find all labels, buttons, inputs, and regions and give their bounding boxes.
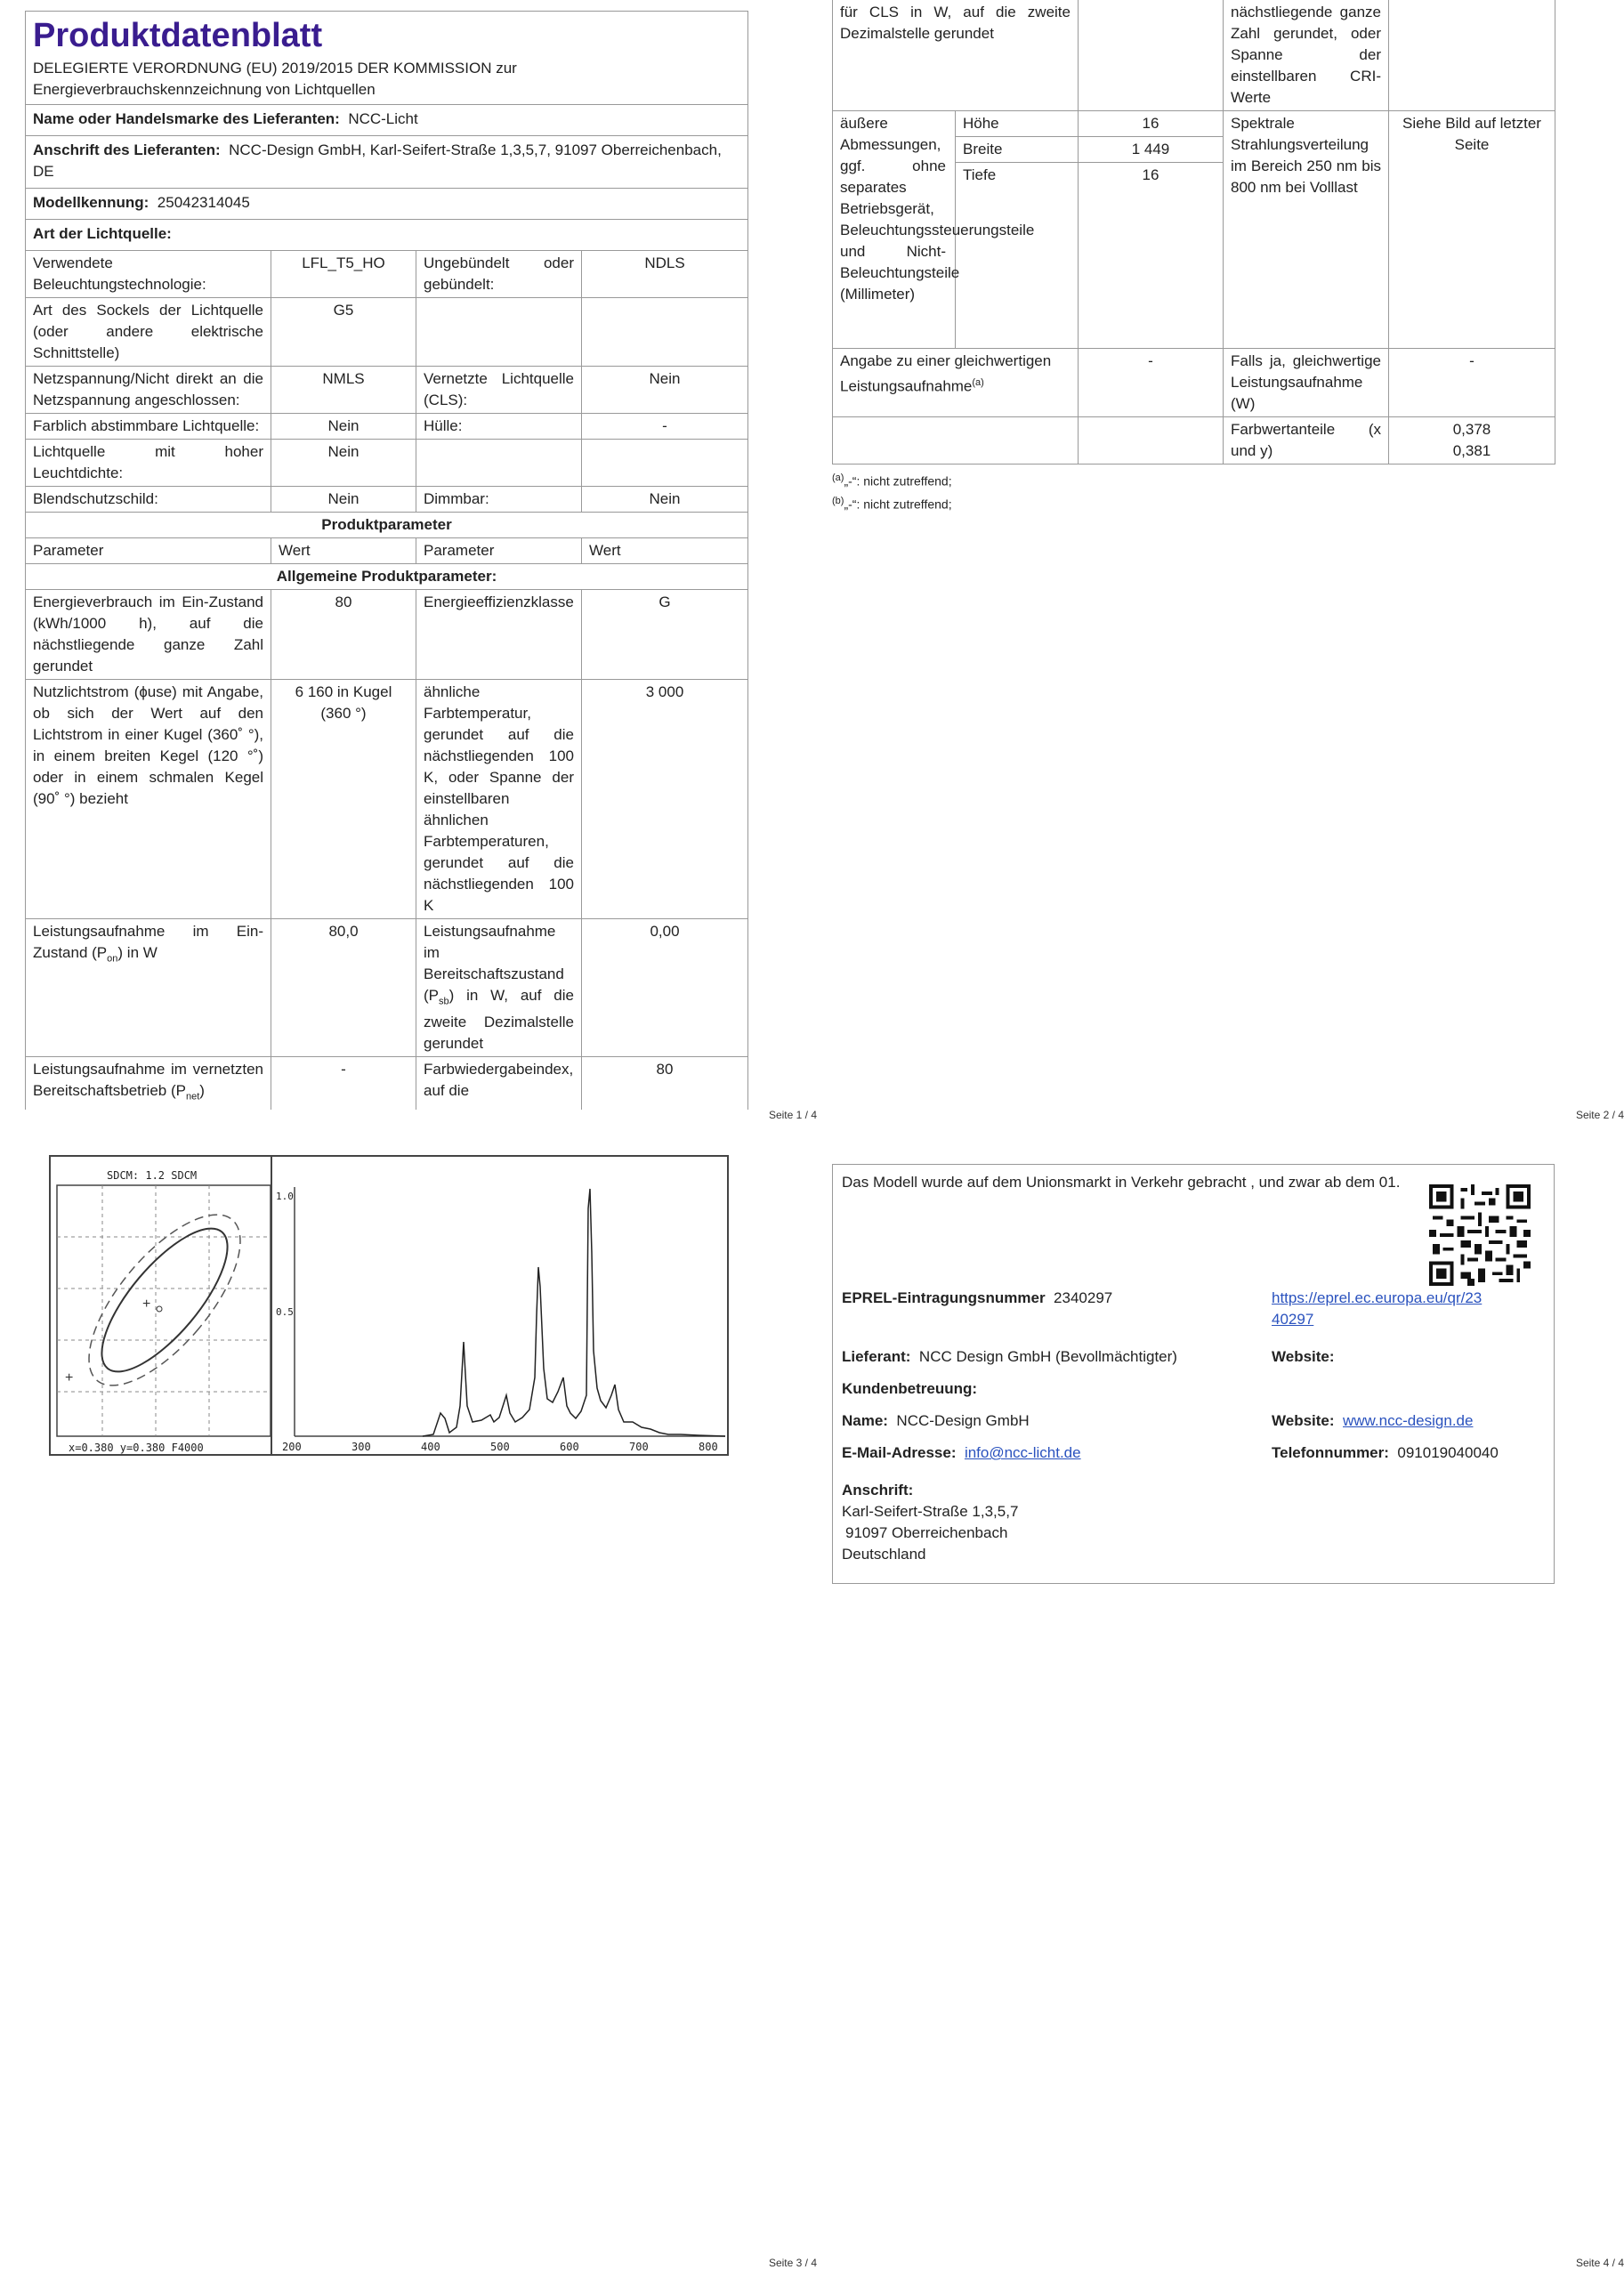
table-row bbox=[833, 349, 1555, 417]
datasheet-table-1 bbox=[25, 11, 748, 1110]
row-label: Ungebündelt oder gebündelt: bbox=[416, 251, 582, 298]
row-value: Nein bbox=[271, 487, 416, 513]
page-number: Seite 3 / 4 bbox=[768, 2257, 817, 2269]
address-label: Anschrift: bbox=[842, 1482, 914, 1498]
luminous-flux-label: Nutzlichtstrom (ɸuse) mit Angabe, ob sich der Wert auf den Lichtstrom in einer Kugel (360˚ °), in einem breiten Kegel (120 °˚) oder in einem schmalen Kegel (90˚ °) bezieht bbox=[26, 680, 271, 919]
table-row bbox=[26, 298, 748, 367]
equivalent-power-label bbox=[833, 349, 1079, 417]
x-tick-label: 200 bbox=[282, 1441, 302, 1453]
energy-consumption-value: 80 bbox=[271, 590, 416, 680]
row-value: Nein bbox=[271, 414, 416, 440]
width-label: Breite bbox=[956, 137, 1079, 163]
spectral-distribution-figure bbox=[49, 1155, 729, 1456]
footnote-a bbox=[832, 468, 1624, 491]
power-net-label-unit: ) bbox=[199, 1082, 205, 1100]
footnote-ref-a: (a) bbox=[972, 377, 984, 388]
col-header-wert: Wert bbox=[271, 538, 416, 564]
supplier-info-box bbox=[832, 1164, 1555, 1584]
row-value: G5 bbox=[271, 298, 416, 367]
table-row bbox=[26, 919, 748, 1057]
row-label: Dimmbar: bbox=[416, 487, 582, 513]
market-date-text: Das Modell wurde auf dem Unionsmarkt in Verkehr gebracht , und zwar ab dem 01. bbox=[842, 1174, 1401, 1191]
chromaticity-x: 0,378 bbox=[1452, 421, 1491, 438]
page-4 bbox=[832, 1148, 1624, 2269]
row-label: Farblich abstimmbare Lichtquelle: bbox=[26, 414, 271, 440]
page-2 bbox=[832, 0, 1624, 1121]
luminous-flux-value: 6 160 in Kugel (360 °) bbox=[271, 680, 416, 919]
col-header-parameter: Parameter bbox=[26, 538, 271, 564]
figure-frame bbox=[50, 1156, 728, 1455]
spectral-distribution-label: Spektrale Strahlungsverteilung im Bereich 250 nm bis 800 nm bei Volllast bbox=[1224, 111, 1389, 349]
color-temperature-label: ähnliche Farbtemperatur, gerundet auf die nächstliegenden 100 K, oder Spanne der einstellbaren ähnlichen Farbtemperaturen, gerundet auf die nächstliegenden 100 K bbox=[416, 680, 582, 919]
sdcm-label: SDCM: 1.2 SDCM bbox=[107, 1169, 198, 1182]
energy-consumption-label: Energieverbrauch im Ein-Zustand (kWh/1000 h), auf die nächstliegende ganze Zahl gerundet bbox=[26, 590, 271, 680]
model-label: Modellkennung: bbox=[33, 194, 149, 211]
power-net-value: - bbox=[271, 1057, 416, 1110]
energy-class-label: Energieeffizienzklasse bbox=[416, 590, 582, 680]
row-label: Netzspannung/Nicht direkt an die Netzspannung angeschlossen: bbox=[26, 367, 271, 414]
equivalent-power-w-value: - bbox=[1389, 349, 1555, 417]
address-line-3: Deutschland bbox=[842, 1546, 926, 1563]
depth-value: 16 bbox=[1079, 163, 1224, 349]
page-number: Seite 1 / 4 bbox=[768, 1109, 817, 1121]
row-label bbox=[416, 298, 582, 367]
power-on-label-text: Leistungsaufnahme im Ein-Zustand (P bbox=[33, 923, 263, 961]
edge-marker: + bbox=[65, 1370, 74, 1385]
cri-label-cont: nächstliegende ganze Zahl gerundet, oder Spanne der einstellbaren CRI-Werte bbox=[1224, 0, 1389, 111]
cri-label: Farbwiedergabeindex, auf die bbox=[416, 1057, 582, 1110]
footnote-a-text: „-“: nicht zutreffend; bbox=[844, 473, 952, 489]
spectral-distribution-value: Siehe Bild auf letzter Seite bbox=[1389, 111, 1555, 349]
color-temperature-value: 3 000 bbox=[582, 680, 748, 919]
row-value: Nein bbox=[271, 440, 416, 487]
name-row bbox=[842, 1410, 1030, 1432]
y-tick-label: 1.0 bbox=[276, 1191, 294, 1202]
row-label bbox=[416, 440, 582, 487]
row-label: Vernetzte Lichtquelle (CLS): bbox=[416, 367, 582, 414]
page-1 bbox=[25, 0, 817, 1121]
width-value: 1 449 bbox=[1079, 137, 1224, 163]
power-standby-label-unit: ) in W, auf die zweite Dezimalstelle gerundet bbox=[424, 987, 574, 1053]
x-tick-label: 700 bbox=[629, 1441, 649, 1453]
table-row bbox=[26, 414, 748, 440]
email-label: E-Mail-Adresse: bbox=[842, 1444, 957, 1461]
footnote-b-marker: (b) bbox=[832, 495, 844, 506]
depth-label: Tiefe bbox=[956, 163, 1079, 349]
address-line-2: 91097 Oberreichenbach bbox=[845, 1524, 1008, 1541]
address-label: Anschrift des Lieferanten: bbox=[33, 141, 221, 158]
power-standby-value: 0,00 bbox=[582, 919, 748, 1057]
phone-value: 091019040040 bbox=[1397, 1444, 1499, 1461]
table-row bbox=[833, 111, 1555, 137]
table-row bbox=[26, 680, 748, 919]
row-label: Lichtquelle mit hoher Leuchtdichte: bbox=[26, 440, 271, 487]
website-row bbox=[1272, 1410, 1473, 1432]
document-title: Produktdatenblatt bbox=[33, 17, 323, 54]
table-row bbox=[833, 0, 1555, 111]
equivalent-power-value: - bbox=[1079, 349, 1224, 417]
chromaticity-label: Farbwertanteile (x und y) bbox=[1224, 417, 1389, 464]
energy-class-value: G bbox=[582, 590, 748, 680]
center-marker: + bbox=[142, 1297, 151, 1312]
dimensions-label: äußere Abmessungen, ggf. ohne separates Betriebsgerät, Beleuchtungssteuerungsteile und Nicht-Beleuchtungsteile (Millimeter) bbox=[833, 111, 956, 349]
height-value: 16 bbox=[1079, 111, 1224, 137]
chromaticity-y: 0,381 bbox=[1452, 442, 1491, 459]
row-label: Hülle: bbox=[416, 414, 582, 440]
power-net-label bbox=[26, 1057, 271, 1110]
power-net-subscript: net bbox=[185, 1091, 200, 1103]
datasheet-table-2 bbox=[832, 0, 1555, 464]
website-link[interactable]: www.ncc-design.de bbox=[1343, 1412, 1474, 1429]
supplier-value: NCC Design GmbH (Bevollmächtigter) bbox=[918, 1348, 1177, 1365]
row-value: - bbox=[582, 414, 748, 440]
row-label: Art des Sockels der Lichtquelle (oder andere elektrische Schnittstelle) bbox=[26, 298, 271, 367]
col-header-parameter-2: Parameter bbox=[416, 538, 582, 564]
empty-cell bbox=[833, 417, 1079, 464]
power-standby-label-text: Leistungsaufnahme im Bereitschaftszustand (P bbox=[424, 923, 564, 1004]
table-row bbox=[26, 487, 748, 513]
website-label: Website: bbox=[1272, 1348, 1335, 1365]
x-tick-label: 300 bbox=[351, 1441, 371, 1453]
power-net-label-text: Leistungsaufnahme im vernetzten Bereitschaftsbetrieb (P bbox=[33, 1061, 263, 1100]
phone-label: Telefonnummer: bbox=[1272, 1444, 1389, 1461]
cri-value-cont bbox=[1389, 0, 1555, 111]
eprel-value: 2340297 bbox=[1054, 1289, 1113, 1306]
row-value bbox=[582, 440, 748, 487]
chromaticity-value bbox=[1389, 417, 1555, 464]
eprel-link[interactable]: https://eprel.ec.europa.eu/qr/2340297 bbox=[1272, 1289, 1483, 1328]
row-label: Blendschutzschild: bbox=[26, 487, 271, 513]
cri-value: 80 bbox=[582, 1057, 748, 1110]
xy-readout: x=0.380 y=0.380 F4000 bbox=[69, 1442, 204, 1454]
power-on-label bbox=[26, 919, 271, 1057]
power-on-value: 80,0 bbox=[271, 919, 416, 1057]
col-header-wert-2: Wert bbox=[582, 538, 748, 564]
general-params-heading: Allgemeine Produktparameter: bbox=[26, 564, 748, 590]
power-on-subscript: on bbox=[107, 953, 118, 965]
row-value: Nein bbox=[582, 487, 748, 513]
website2-label: Website: bbox=[1272, 1412, 1335, 1429]
eprel-label: EPREL-Eintragungsnummer bbox=[842, 1289, 1046, 1306]
x-tick-label: 500 bbox=[490, 1441, 510, 1453]
height-label: Höhe bbox=[956, 111, 1079, 137]
power-on-label-unit: ) in W bbox=[117, 944, 158, 961]
table-row bbox=[26, 440, 748, 487]
supplier-label: Lieferant: bbox=[842, 1348, 911, 1365]
row-label: Verwendete Beleuchtungstechnologie: bbox=[26, 251, 271, 298]
row-value: Nein bbox=[582, 367, 748, 414]
table-row bbox=[26, 590, 748, 680]
supplier-row bbox=[842, 1346, 1177, 1368]
customer-care-heading: Kundenbetreuung: bbox=[842, 1380, 978, 1397]
row-value: LFL_T5_HO bbox=[271, 251, 416, 298]
empty-cell bbox=[1079, 417, 1224, 464]
qr-code-icon[interactable] bbox=[1429, 1184, 1531, 1286]
model-value: 25042314045 bbox=[157, 194, 250, 211]
product-params-heading: Produktparameter bbox=[26, 513, 748, 538]
cls-power-value-cont bbox=[1079, 0, 1224, 111]
email-row bbox=[842, 1442, 1081, 1464]
address-line-1: Karl-Seifert-Straße 1,3,5,7 bbox=[842, 1503, 1019, 1520]
page-number: Seite 4 / 4 bbox=[1575, 2257, 1624, 2269]
supplier-value: NCC-Licht bbox=[348, 110, 418, 127]
footnote-b bbox=[832, 491, 1624, 514]
table-row bbox=[26, 367, 748, 414]
x-tick-label: 400 bbox=[421, 1441, 440, 1453]
table-row bbox=[833, 417, 1555, 464]
supplier-label: Name oder Handelsmarke des Lieferanten: bbox=[33, 110, 340, 127]
light-source-type-heading: Art der Lichtquelle: bbox=[26, 220, 748, 251]
page-3 bbox=[25, 1148, 817, 2269]
power-standby-subscript: sb bbox=[439, 996, 449, 1007]
cls-power-label-cont: für CLS in W, auf die zweite Dezimalstelle gerundet bbox=[833, 0, 1079, 111]
address-value: NCC-Design GmbH, Karl-Seifert-Straße 1,3,5,7, 91097 Oberreichenbach, DE bbox=[33, 141, 722, 180]
email-link[interactable]: info@ncc-licht.de bbox=[964, 1444, 1081, 1461]
phone-row bbox=[1272, 1442, 1499, 1464]
eprel-row bbox=[842, 1288, 1112, 1309]
y-tick-label: 0.5 bbox=[276, 1306, 294, 1318]
row-value: NDLS bbox=[582, 251, 748, 298]
row-value: NMLS bbox=[271, 367, 416, 414]
page-number: Seite 2 / 4 bbox=[1575, 1109, 1624, 1121]
name-label: Name: bbox=[842, 1412, 888, 1429]
footnote-a-marker: (a) bbox=[832, 473, 844, 483]
equivalent-power-w-label: Falls ja, gleichwertige Leistungsaufnahme (W) bbox=[1224, 349, 1389, 417]
document-subtitle: DELEGIERTE VERORDNUNG (EU) 2019/2015 DER KOMMISSION zur Energieverbrauchskennzeichnung von Lichtquellen bbox=[33, 60, 517, 98]
x-tick-label: 800 bbox=[699, 1441, 718, 1453]
footnote-b-text: „-“: nicht zutreffend; bbox=[844, 497, 952, 512]
name-value: NCC-Design GmbH bbox=[896, 1412, 1030, 1429]
row-value bbox=[582, 298, 748, 367]
power-standby-label bbox=[416, 919, 582, 1057]
table-row bbox=[26, 1057, 748, 1110]
x-tick-label: 600 bbox=[560, 1441, 579, 1453]
equivalent-power-text: Angabe zu einer gleichwertigen Leistungsaufnahme bbox=[840, 352, 1052, 395]
table-row bbox=[26, 251, 748, 298]
